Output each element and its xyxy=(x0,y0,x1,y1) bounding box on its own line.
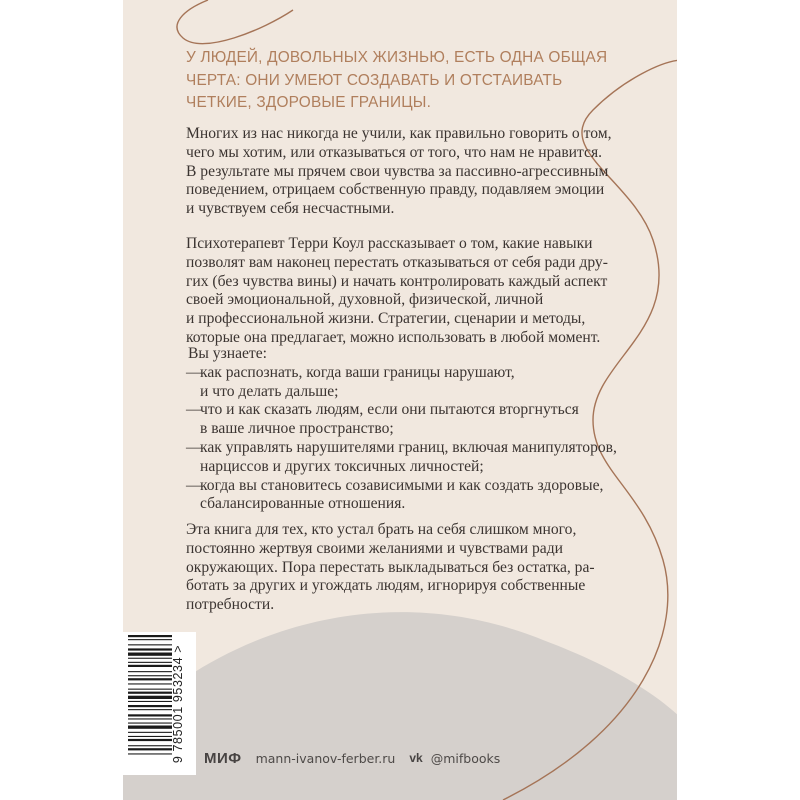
isbn-barcode xyxy=(123,632,196,775)
barcode-bar xyxy=(128,662,172,663)
barcode-bar xyxy=(128,739,172,741)
barcode-bar xyxy=(128,745,172,746)
paragraph-intro xyxy=(186,125,646,219)
text-line: постоянно жертвуя своими желаниями и чувствами ради xyxy=(186,539,563,557)
decorative-line-top xyxy=(177,0,293,44)
text-line: гих (без чувства вины) и начать контролировать каждый аспект xyxy=(186,272,608,290)
barcode-bar xyxy=(128,644,172,645)
barcode-bar xyxy=(128,726,172,729)
list-dash: — xyxy=(186,363,202,381)
learn-list xyxy=(186,345,646,514)
vk-icon: vk xyxy=(409,751,423,765)
barcode-bar xyxy=(128,665,172,667)
barcode-bar xyxy=(128,696,172,699)
barcode-bar xyxy=(128,692,172,694)
book-back-cover xyxy=(123,0,677,800)
text-line: окружающих. Пора перестать выкладываться без остатка, ра- xyxy=(186,558,595,576)
text-line: нарциссов и других токсичных личностей; xyxy=(200,457,484,475)
list-item xyxy=(186,439,646,477)
barcode-bar xyxy=(128,723,172,724)
list-dash: — xyxy=(186,438,202,456)
barcode-bar xyxy=(128,653,172,656)
list-item xyxy=(186,364,646,402)
paragraph-audience xyxy=(186,521,646,615)
text-line: ботать за других и угождать людям, игнорируя собственные xyxy=(186,577,586,595)
list-item xyxy=(186,477,646,515)
barcode-bar xyxy=(128,709,172,710)
text-line: и чувствуем себя несчастными. xyxy=(186,200,395,218)
list-dash: — xyxy=(186,401,202,419)
barcode-bar xyxy=(128,718,172,719)
social-handle[interactable]: @mifbooks xyxy=(430,750,501,766)
text-line: Эта книга для тех, кто устал брать на себя слишком много, xyxy=(186,521,577,538)
text-line: поведением, отрицаем собственную правду, подавляем эмоции xyxy=(186,181,605,199)
barcode-bar xyxy=(128,705,172,707)
barcode-bar xyxy=(128,732,172,733)
text-line: чего мы хотим, или отказываться от того, что нам не нравится. xyxy=(186,143,603,161)
barcode-bar xyxy=(128,736,172,737)
paragraph-author xyxy=(186,235,646,348)
text-line: сбалансированные отношения. xyxy=(200,495,406,513)
text-line: своей эмоциональной, духовной, физической, личной xyxy=(186,291,544,309)
barcode-bar xyxy=(128,658,172,659)
text-line: В результате мы прячем свои чувства за пассивно-агрессивным xyxy=(186,162,609,180)
barcode-bar xyxy=(128,683,172,684)
barcode-bars xyxy=(128,635,172,772)
headline-line: ЧЕТКИЕ, ЗДОРОВЫЕ ГРАНИЦЫ. xyxy=(186,94,432,111)
text-line: что и как сказать людям, если они пытаются вторгнуться xyxy=(200,401,579,419)
barcode-bar xyxy=(128,639,172,640)
barcode-bar xyxy=(128,678,172,680)
headline-line: ЧЕРТА: ОНИ УМЕЮТ СОЗДАВАТЬ И ОТСТАИВАТЬ xyxy=(186,71,563,89)
list-item xyxy=(186,401,646,439)
text-line: когда вы становитесь созависимыми и как создать здоровые, xyxy=(200,476,604,494)
text-line: и профессиональной жизни. Стратегии, сценарии и методы, xyxy=(186,310,586,328)
barcode-bar xyxy=(128,753,172,754)
text-line: которые она предлагает, можно использовать в любой момент. xyxy=(186,328,601,346)
barcode-bar xyxy=(128,635,172,637)
text-line: позволят вам наконец перестать отказываться от себя ради дру- xyxy=(186,253,608,271)
isbn-digits: 9 785001 953234 > xyxy=(171,644,185,764)
barcode-bar xyxy=(128,671,172,672)
headline xyxy=(186,47,646,115)
publisher-footer xyxy=(204,746,500,770)
text-line: потребности. xyxy=(186,596,275,614)
publisher-logo: МИФ xyxy=(204,749,242,767)
barcode-bar xyxy=(128,689,172,690)
text-line: как управлять нарушителями границ, включая манипуляторов, xyxy=(200,438,617,456)
barcode-bar xyxy=(128,748,172,750)
list-dash: — xyxy=(186,476,202,494)
text-line: в ваше личное пространство; xyxy=(200,420,394,438)
list-intro: Вы узнаете: xyxy=(188,345,267,362)
website-link[interactable]: mann-ivanov-ferber.ru xyxy=(255,750,396,766)
barcode-bar xyxy=(128,675,172,676)
barcode-bar xyxy=(128,714,172,716)
barcode-bar xyxy=(128,648,172,650)
headline-line: У ЛЮДЕЙ, ДОВОЛЬНЫХ ЖИЗНЬЮ, ЕСТЬ ОДНА ОБЩАЯ xyxy=(186,49,608,66)
text-line: как распознать, когда ваши границы нарушают, xyxy=(200,363,515,381)
text-line: и что делать дальше; xyxy=(200,382,339,400)
gray-arc-shape xyxy=(123,612,677,800)
text-line: Многих из нас никогда не учили, как правильно говорить о том, xyxy=(186,125,612,142)
text-line: Психотерапевт Терри Коул рассказывает о том, какие навыки xyxy=(186,235,593,252)
barcode-bar xyxy=(128,701,172,702)
